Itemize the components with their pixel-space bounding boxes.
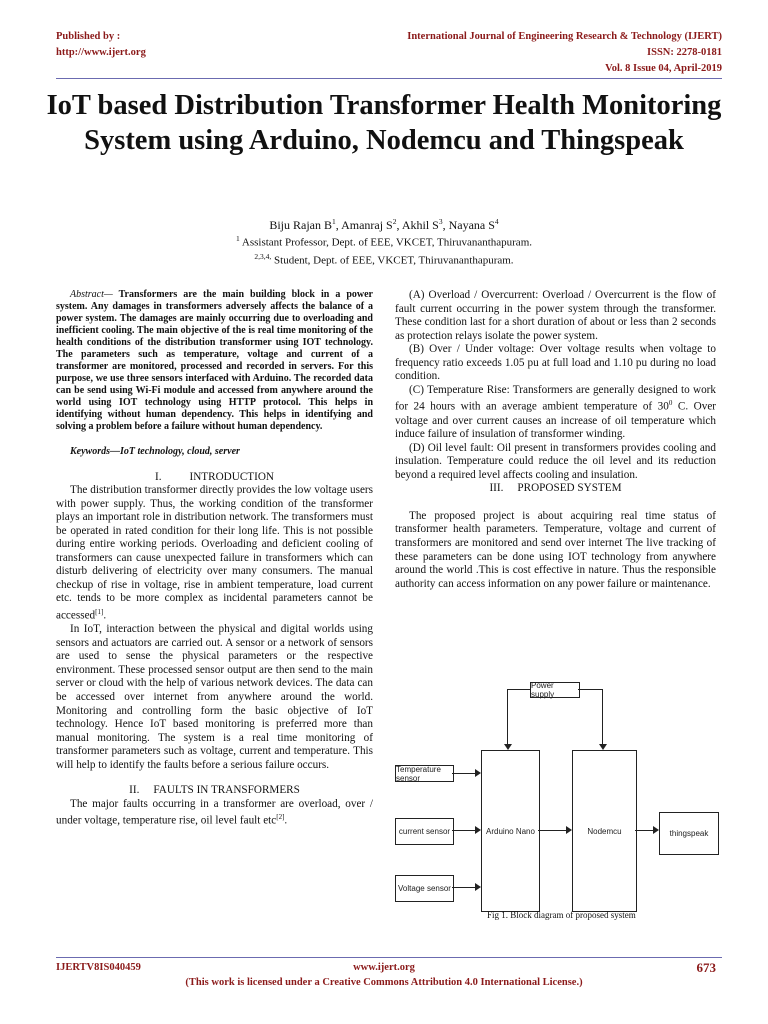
author-3: Akhil S bbox=[401, 218, 439, 232]
degree-sup: 0 bbox=[668, 399, 673, 408]
header-rule bbox=[56, 78, 722, 79]
power-supply-box: Power supply bbox=[530, 682, 580, 698]
journal-name: International Journal of Engineering Research & Technology (IJERT) bbox=[407, 31, 722, 42]
issn: ISSN: 2278-0181 bbox=[647, 47, 722, 58]
volume-info: Vol. 8 Issue 04, April-2019 bbox=[605, 63, 722, 74]
nodemcu-box: Nodemcu bbox=[572, 750, 637, 912]
affiliation-2-text: Student, Dept. of EEE, VKCET, Thiruvananthapuram. bbox=[274, 254, 514, 267]
author-2: Amanraj S bbox=[341, 218, 393, 232]
ps-line-down-left bbox=[507, 689, 508, 745]
faults-p1-text: The major faults occurring in a transformer are overload, over / under voltage, temperature rise, oil level fault etc bbox=[56, 797, 373, 828]
footer-rule bbox=[56, 957, 722, 958]
affiliation-1-text: Assistant Professor, Dept. of EEE, VKCET, Thiruvananthapuram. bbox=[241, 236, 532, 249]
arrow-to-nodemcu bbox=[599, 744, 607, 750]
thingspeak-box: thingspeak bbox=[659, 812, 719, 855]
arduino-nodemcu-line bbox=[538, 830, 566, 831]
faults-heading: II. FAULTS IN TRANSFORMERS bbox=[129, 784, 300, 797]
abstract bbox=[56, 289, 373, 433]
proposed-heading: III. PROPOSED SYSTEM bbox=[489, 482, 622, 495]
faults-paragraph-1: The major faults occurring in a transformer are overload, over / under voltage, temperature rise, oil level fault etc[2]. bbox=[56, 797, 373, 828]
figure-caption: Fig 1. Block diagram of proposed system bbox=[487, 910, 636, 920]
arrow-temp bbox=[475, 769, 481, 777]
fault-voltage: (B) Over / Under voltage: Over voltage results when voltage to frequency ratio exceeds 1.05 pu at full load and 1.10 pu during no load condition. bbox=[395, 343, 716, 383]
author-3-sup: 3 bbox=[438, 217, 443, 226]
page-number: 673 bbox=[696, 960, 716, 975]
ps-line-right bbox=[578, 689, 602, 690]
arrow-to-arduino bbox=[504, 744, 512, 750]
intro-heading: I. INTRODUCTION bbox=[154, 470, 274, 483]
arrow-voltage bbox=[475, 883, 481, 891]
fault-c-text-1: (C) Temperature Rise: Transformers are generally designed to work for 24 hours with an average ambient temperature of 30 bbox=[395, 383, 716, 414]
arduino-box: Arduino Nano bbox=[481, 750, 540, 912]
nodemcu-thingspeak-line bbox=[635, 830, 653, 831]
arrow-current bbox=[475, 826, 481, 834]
intro-paragraph-2: In IoT, interaction between the physical and digital worlds using sensors and actuators are carried out. A sensor or a network of sensors are used to sense the physical parameters or the respective environment. These processed sensor output are then send to the main server or cloud with the help of various network devices. The data can be accessed over internet from anywhere around the world. Monitoring and controlling form the basic objective of IoT technology. Hence IoT based monitoring is preferred more than manual monitoring. The system is a real time monitoring of transformer parameters such as voltage, current and temperature. This will help to identify the faults before a serious failure occurs. bbox=[56, 623, 373, 771]
ps-line-left bbox=[507, 689, 530, 690]
fault-overload: (A) Overload / Overcurrent: Overload / Overcurrent is the flow of fault current occurring in the power system through the transformer. These condition last for a short duration of about or less than 2 seconds as protection relays isolate the power system. bbox=[395, 289, 716, 342]
published-by: Published by : bbox=[56, 31, 121, 42]
author-2-sup: 2 bbox=[392, 217, 397, 226]
temp-line bbox=[452, 773, 476, 774]
left-column bbox=[56, 289, 373, 829]
voltage-sensor-box: Voltage sensor bbox=[395, 875, 454, 902]
temperature-sensor-box: Temperature sensor bbox=[395, 765, 454, 782]
voltage-line bbox=[452, 887, 476, 888]
affiliation-1-sup: 1 bbox=[236, 234, 240, 243]
paper-title: IoT based Distribution Transformer Health Monitoring System using Arduino, Nodemcu and Thingspeak bbox=[46, 90, 722, 156]
author-1: Biju Rajan B bbox=[269, 218, 332, 232]
fault-oil-level: (D) Oil level fault: Oil present in transformers provides cooling and insulation. Temperature could reduce the oil level and its reduction beyond a required level affects cooling and insulation. bbox=[395, 441, 716, 481]
fault-temperature bbox=[395, 384, 716, 442]
affiliation-2 bbox=[0, 250, 768, 268]
intro-p1-text: The distribution transformer directly provides the low voltage users with power supply. Thus, the working condition of the transformer plays an important role in distribution network. The transformers must be operated in rated condition for their long life. This is not possible during entire working periods. Overloading and deficient cooling of transformers can cause unexpected failure in transformers which can disturb delivering of electricity over many consumers. The manual checkup of rise in voltage, rise in ambient temperature, load current etc. tends to be more complex as incidental parameters cannot be accessed bbox=[56, 484, 373, 622]
authors-block bbox=[0, 215, 768, 267]
ps-line-down-right bbox=[602, 689, 603, 745]
intro-ref: [1] bbox=[95, 608, 104, 617]
license-note: (This work is licensed under a Creative Commons Attribution 4.0 International License.) bbox=[185, 977, 583, 988]
arrow-nodemcu bbox=[566, 826, 572, 834]
affiliation-1 bbox=[0, 232, 768, 250]
footer-url[interactable]: www.ijert.org bbox=[353, 962, 415, 973]
block-diagram bbox=[395, 670, 717, 910]
footer-id: IJERTV8IS040459 bbox=[56, 962, 141, 973]
intro-paragraph-1: The distribution transformer directly provides the low voltage users with power supply. Thus, the working condition of the transformer plays an important role in distribution network. The transformers must be operated in rated condition for their long life. This is not possible during entire working periods. Overloading and deficient cooling of transformers can cause unexpected failure in transformers which can disturb delivering of electricity over many consumers. The manual checkup of rise in voltage, rise in ambient temperature, load current etc. tends to be more complex as incidental parameters cannot be accessed[1]. bbox=[56, 484, 373, 622]
abstract-label: Abstract— bbox=[70, 289, 113, 300]
keywords: Keywords—IoT technology, cloud, server bbox=[70, 446, 240, 457]
affiliation-2-sup: 2,3,4, bbox=[254, 251, 272, 261]
faults-ref: [2] bbox=[276, 813, 285, 822]
current-line bbox=[452, 830, 476, 831]
author-names: Biju Rajan $B^1$, Amanraj $S^2$, Akhil $S^3$, Nayana $S^4$ bbox=[269, 217, 499, 232]
author-4-sup: 4 bbox=[494, 217, 499, 226]
current-sensor-box: current sensor bbox=[395, 818, 454, 845]
arrow-thingspeak bbox=[653, 826, 659, 834]
right-column bbox=[395, 289, 716, 591]
author-4: Nayana S bbox=[448, 218, 495, 232]
proposed-paragraph: The proposed project is about acquiring real time status of transformer health parameters. Temperature, voltage and current of transformers are monitored and send over internet The live tracking of these parameters can be done using IOT technology from anywhere around the world .This is cost effective in nature. Thus the responsible authority can access information on any power failure or maintenance. bbox=[395, 509, 716, 590]
fault-c-text-2: C. Over voltage and over current causes an increase of oil temperature which induce failure of insulation of transformer winding. bbox=[395, 401, 717, 441]
author-1-sup: 1 bbox=[331, 217, 336, 226]
header-url[interactable]: http://www.ijert.org bbox=[56, 47, 146, 58]
abstract-text: Transformers are the main building block in a power system. Any damages in transformers adversely affects the balance of a power system. The damages are mainly occurring due to overloading and inefficient cooling. The main objective of the is real time monitoring of the health conditions of the distribution transformer using IOT technology. The parameters such as temperature, voltage and current of a transformer are monitored, processed and recorded in servers. For this purpose, we use three sensors interfaced with Arduino. The recorded data can be send using Wi-Fi module and accessed from anywhere around the world using IOT technology using HTTP protocol. This helps in identifying without human dependency. This helps in identifying and solving a problem before a failure without human dependency. bbox=[56, 289, 373, 432]
